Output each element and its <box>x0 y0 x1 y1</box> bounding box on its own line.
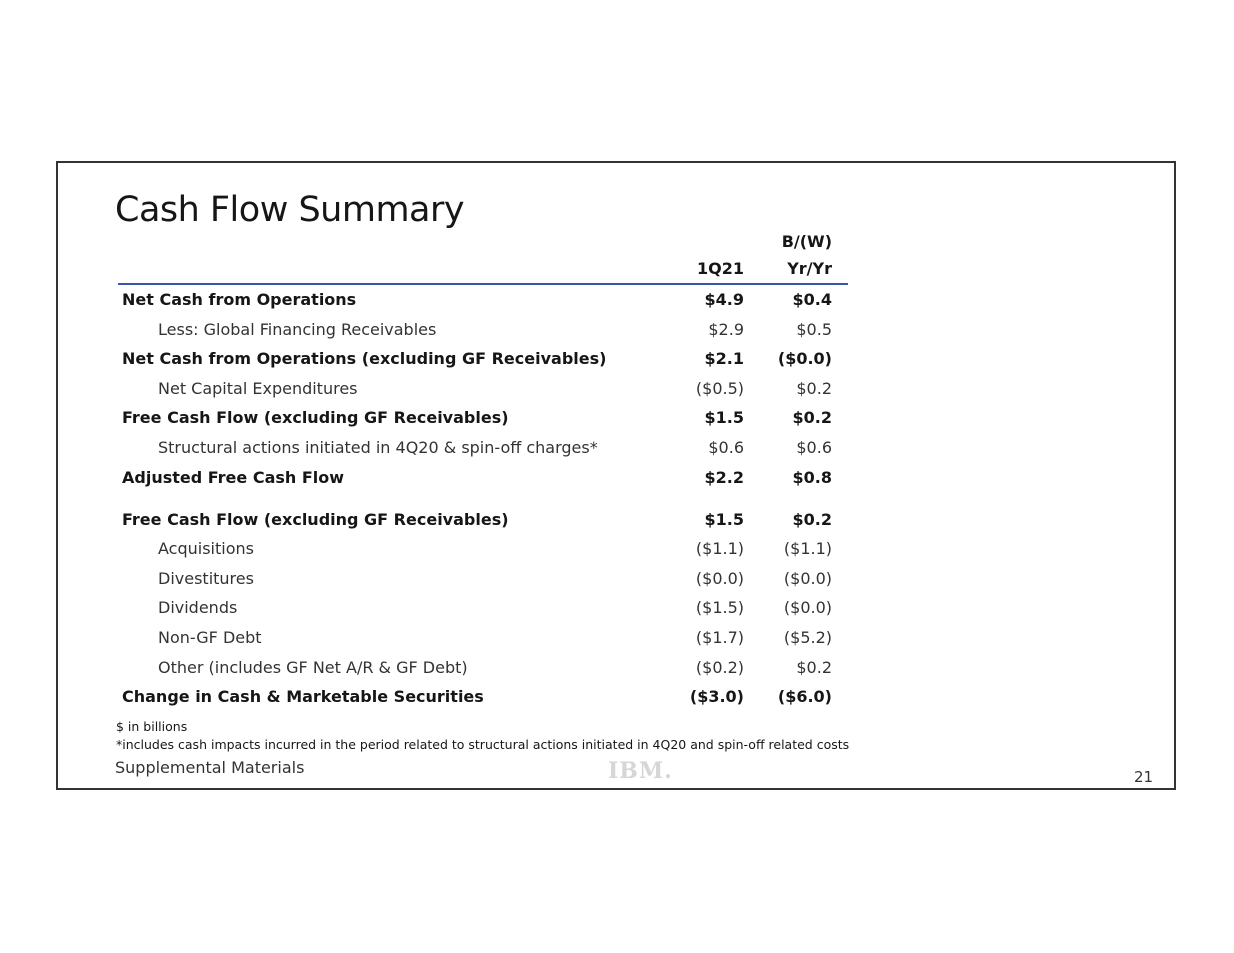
row-label: Net Capital Expenditures <box>158 378 358 398</box>
table-row <box>118 403 848 433</box>
row-value-change: ($0.0) <box>783 598 832 618</box>
table-row <box>118 564 848 594</box>
slide <box>56 161 1176 790</box>
row-value-period: $0.6 <box>708 437 744 457</box>
table-row <box>118 285 848 315</box>
row-label: Net Cash from Operations <box>122 290 357 309</box>
row-value-change: $0.2 <box>796 378 832 398</box>
table-row <box>118 623 848 653</box>
table-row <box>118 463 848 493</box>
row-value-change: $0.2 <box>796 657 832 677</box>
column-header-period: 1Q21 <box>697 259 744 278</box>
row-value-change: ($1.1) <box>783 539 832 559</box>
table-row <box>118 534 848 564</box>
row-value-period: ($1.1) <box>695 539 744 559</box>
row-value-period: ($1.5) <box>695 598 744 618</box>
row-label: Free Cash Flow (excluding GF Receivables) <box>122 408 509 428</box>
row-label: Change in Cash & Marketable Securities <box>122 687 484 707</box>
row-value-change: $0.8 <box>792 467 832 487</box>
table-row <box>118 505 848 535</box>
row-label: Free Cash Flow (excluding GF Receivables) <box>122 509 509 529</box>
row-value-period: $4.9 <box>704 290 744 309</box>
row-value-period: $2.9 <box>708 319 744 339</box>
row-value-change: ($0.0) <box>777 349 832 369</box>
column-header-change-line1: B/(W) <box>781 232 832 251</box>
row-label: Non-GF Debt <box>158 628 262 648</box>
page-title: Cash Flow Summary <box>115 190 465 230</box>
table-row <box>118 433 848 463</box>
row-value-period: $1.5 <box>704 408 744 428</box>
table-row <box>118 682 848 712</box>
footnote: *includes cash impacts incurred in the period related to structural actions initiated in 4Q20 and spin-off related costs <box>116 737 850 752</box>
table-row <box>118 315 848 345</box>
row-label: Adjusted Free Cash Flow <box>122 467 345 487</box>
row-value-change: $0.4 <box>792 290 832 309</box>
footer-section-label: Supplemental Materials <box>115 758 305 777</box>
row-label: Acquisitions <box>158 539 254 559</box>
table-row <box>118 344 848 374</box>
table-row <box>118 653 848 683</box>
row-label: Structural actions initiated in 4Q20 & spin-off charges* <box>158 437 598 457</box>
page-number: 21 <box>1134 768 1154 786</box>
row-label: Less: Global Financing Receivables <box>158 319 437 339</box>
row-label: Net Cash from Operations (excluding GF Receivables) <box>122 349 607 369</box>
units-note: $ in billions <box>116 719 188 734</box>
row-value-period: $2.2 <box>704 467 744 487</box>
row-value-change: ($0.0) <box>783 568 832 588</box>
row-value-change: ($6.0) <box>777 687 832 707</box>
row-value-change: $0.5 <box>796 319 832 339</box>
row-value-change: $0.2 <box>792 509 832 529</box>
row-label: Dividends <box>158 598 238 618</box>
ibm-logo-icon: IBM. <box>608 758 673 784</box>
row-value-period: ($3.0) <box>689 687 744 707</box>
table-row <box>118 374 848 404</box>
column-header-change-line2: Yr/Yr <box>787 259 832 278</box>
cash-flow-table <box>118 285 848 712</box>
row-value-period: ($0.0) <box>695 568 744 588</box>
row-value-change: ($5.2) <box>783 628 832 648</box>
row-value-period: ($0.5) <box>695 378 744 398</box>
row-label: Divestitures <box>158 568 254 588</box>
table-row <box>118 593 848 623</box>
row-value-change: $0.6 <box>796 437 832 457</box>
row-value-period: $1.5 <box>704 509 744 529</box>
row-value-period: ($1.7) <box>695 628 744 648</box>
row-value-change: $0.2 <box>792 408 832 428</box>
row-label: Other (includes GF Net A/R & GF Debt) <box>158 657 468 677</box>
row-value-period: ($0.2) <box>695 657 744 677</box>
row-value-period: $2.1 <box>704 349 744 369</box>
